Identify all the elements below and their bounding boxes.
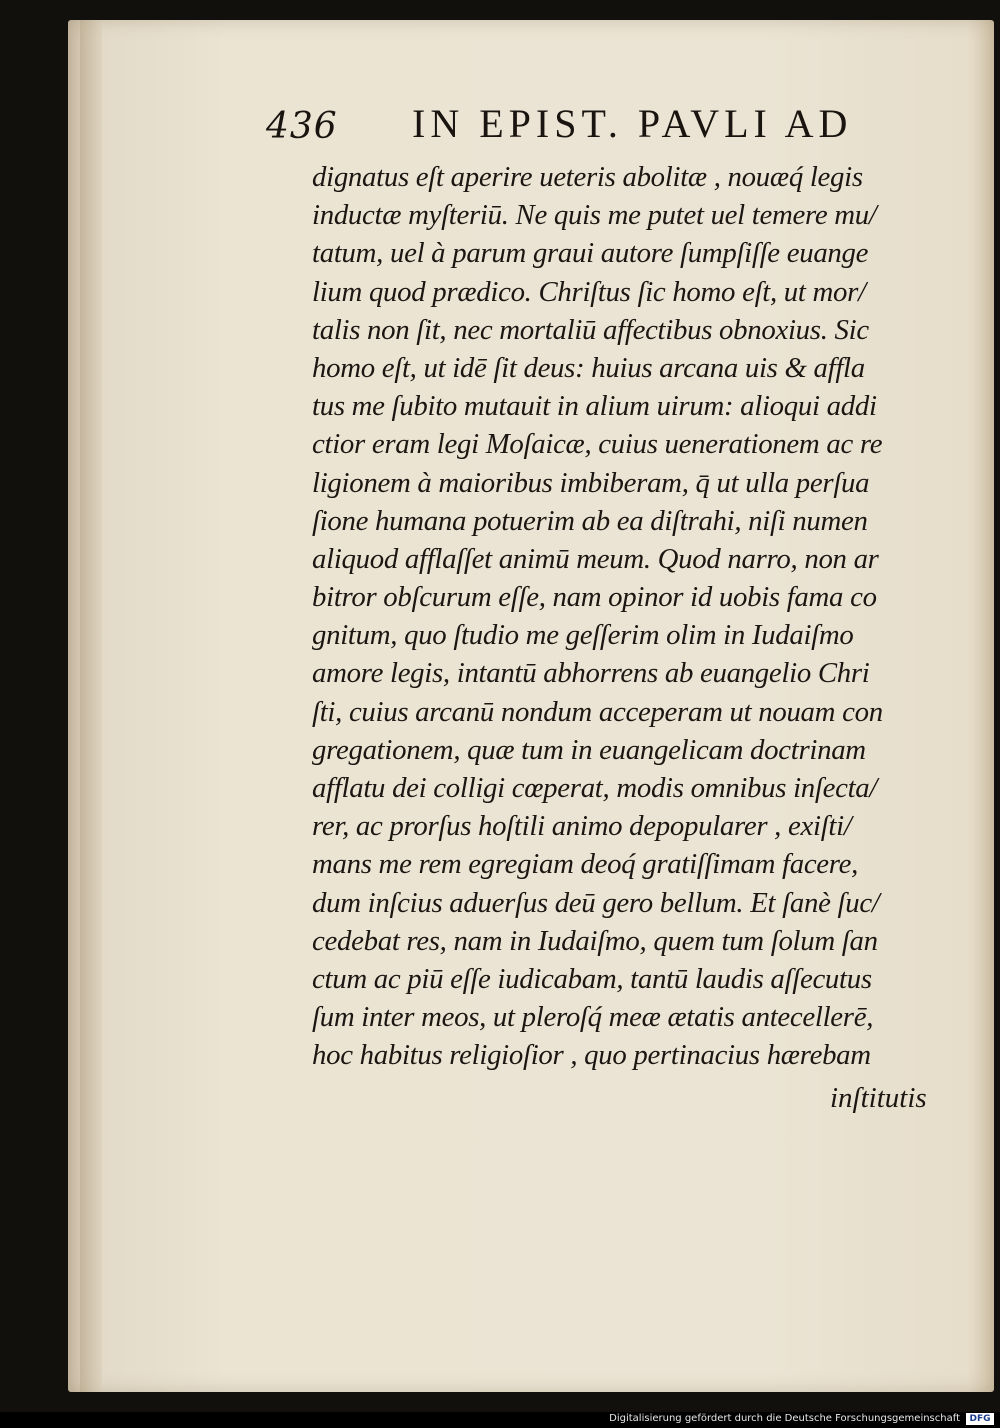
text-line: gregationem, quæ tum in euangelicam doctrinam (312, 733, 866, 766)
text-line: homo eſt, ut idē ſit deus: huius arcana uis & affla (312, 351, 865, 384)
text-line: lium quod prædico. Chriſtus ſic homo eſt, ut mor/ (312, 275, 866, 308)
page-gutter (80, 20, 102, 1392)
footer-credit: Digitalisierung gefördert durch die Deutsche Forschungsgemeinschaft (609, 1413, 960, 1424)
page-number: 436 (266, 106, 338, 147)
text-line: ſti, cuius arcanū nondum acceperam ut nouam con (312, 695, 883, 728)
text-line: tatum, uel à parum graui autore ſumpſiſſe euange (312, 237, 869, 270)
text-line: ſione humana potuerim ab ea diſtrahi, niſi numen (312, 504, 868, 537)
text-line: hoc habitus religioſior , quo pertinacius hærebam (312, 1039, 871, 1072)
text-line: ctior eram legi Moſaicæ, cuius uenerationem ac re (312, 428, 883, 461)
text-block (312, 158, 952, 1075)
text-line: ligionem à maioribus imbiberam, q̄ ut ulla perſua (312, 466, 870, 499)
text-line: tus me ſubito mutauit in alium uirum: alioqui addi (312, 390, 877, 423)
running-head: IN EPIST. PAVLI AD (412, 101, 853, 146)
text-line: gnitum, quo ſtudio me geſſerim olim in Iudaiſmo (312, 619, 854, 652)
text-line: amore legis, intantū abhorrens ab euangelio Chri (312, 657, 870, 690)
text-line: aliquod afflaſſet animū meum. Quod narro, non ar (312, 542, 879, 575)
text-line: inductæ myſteriū. Ne quis me putet uel temere mu/ (312, 199, 877, 232)
text-line: bitror obſcurum eſſe, nam opinor id uobis fama co (312, 581, 877, 614)
text-line: afflatu dei colligi cœperat, modis omnibus inſecta/ (312, 772, 878, 804)
text-line: rer, ac prorſus hoſtili animo depopularer , exiſti/ (312, 810, 852, 843)
text-line: dum inſcius aduerſus deū gero bellum. Et ſanè ſuc/ (312, 886, 880, 919)
text-line: ſum inter meos, ut pleroſq́ meæ ætatis antecellerē, (312, 1001, 874, 1034)
text-line: dignatus eſt aperire ueteris abolitæ , nouæq́ legis (312, 161, 863, 193)
dfg-logo: DFG (966, 1413, 994, 1425)
text-line: talis non ſit, nec mortaliū affectibus obnoxius. Sic (312, 313, 869, 346)
text-line: cedebat res, nam in Iudaiſmo, quem tum ſolum ſan (312, 924, 878, 957)
text-line: ctum ac piū eſſe iudicabam, tantū laudis aſſecutus (312, 962, 872, 995)
text-line: mans me rem egregiam deoq́ gratiſſimam facere, (312, 848, 859, 881)
catchword: inſtitutis (830, 1082, 927, 1114)
